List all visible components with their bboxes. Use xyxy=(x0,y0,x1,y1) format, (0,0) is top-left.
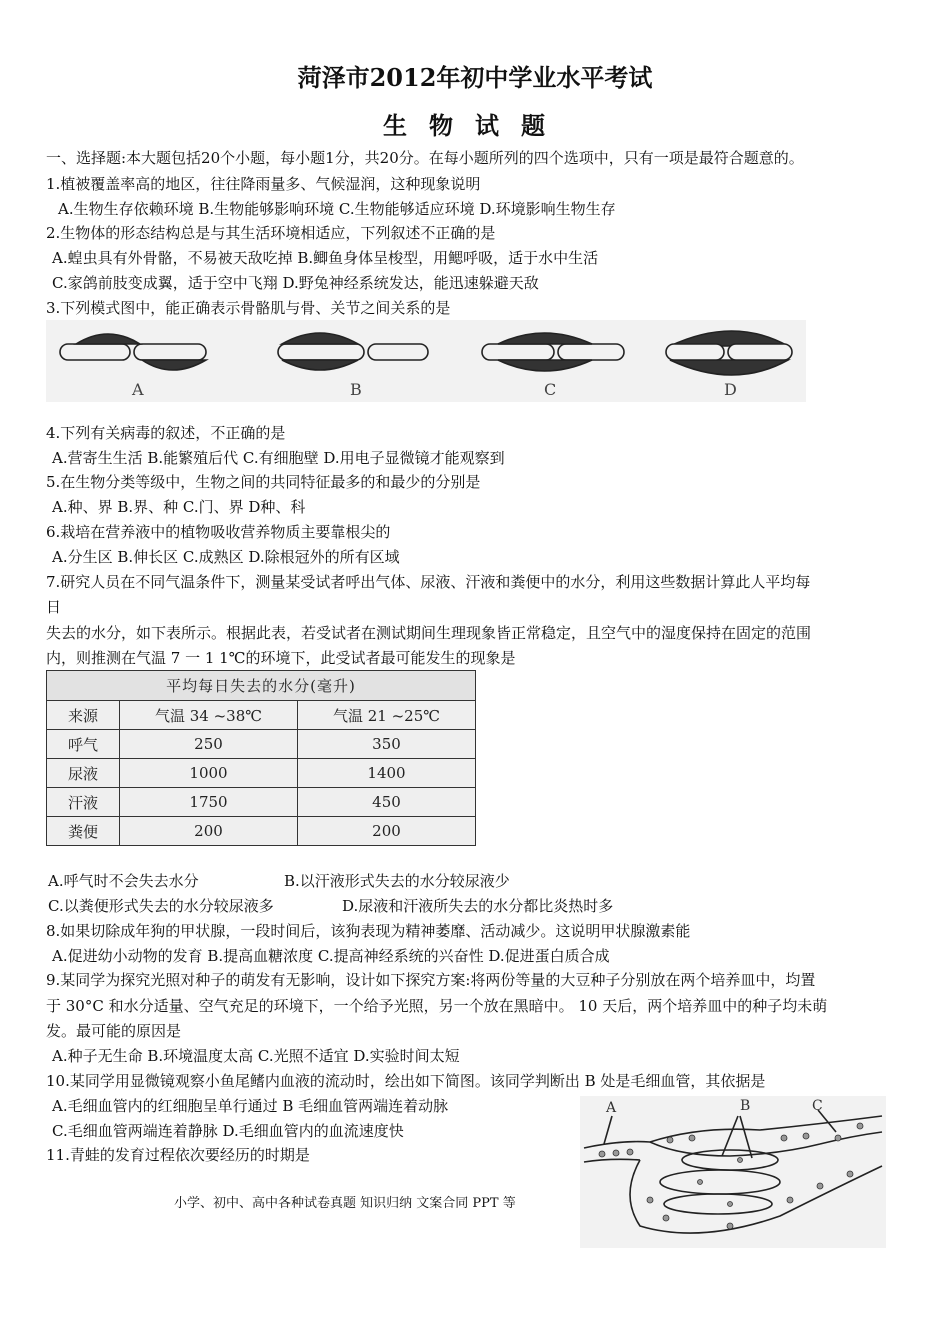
q4-options: A.营寄生生活 B.能繁殖后代 C.有细胞壁 D.用电子显微镜才能观察到 xyxy=(52,449,505,467)
table-cell: 450 xyxy=(298,788,476,817)
table-cell: 200 xyxy=(120,817,298,846)
water-loss-table xyxy=(46,670,476,846)
table-caption: 平均每日失去的水分(毫升) xyxy=(47,671,476,701)
q10-label-b: B xyxy=(740,1098,751,1114)
q7-stem-2: 日 xyxy=(46,598,62,616)
table-row xyxy=(47,730,476,759)
table-cell: 粪便 xyxy=(47,817,120,846)
table-row xyxy=(47,759,476,788)
q2-options-2: C.家鸽前肢变成翼，适于空中飞翔 D.野兔神经系统发达，能迅速躲避天敌 xyxy=(52,274,539,292)
q10-stem: 10.某同学用显微镜观察小鱼尾鳍内血液的流动时，绘出如下简图。该同学判断出 B 处是毛细血管，其依据是 xyxy=(46,1072,766,1090)
q6-stem: 6.栽培在营养液中的植物吸收营养物质主要靠根尖的 xyxy=(46,523,391,541)
table-header: 来源 xyxy=(47,701,120,730)
q9-stem-1: 9.某同学为探究光照对种子的萌发有无影响，设计如下探究方案:将两份等量的大豆种子分别放在两个培养皿中，均置 xyxy=(46,971,816,989)
q9-stem-2: 于 30°C 和水分适量、空气充足的环境下，一个给予光照，另一个放在黑暗中。 10 天后，两个培养皿中的种子均未萌 xyxy=(46,997,828,1015)
q7-stem-4: 内，则推测在气温 7 一 1 1℃的环境下，此受试者最可能发生的现象是 xyxy=(46,649,516,667)
page-subtitle: 生物试题 xyxy=(383,111,567,140)
q7-option-a: A.呼气时不会失去水分 xyxy=(48,872,199,890)
table-cell: 250 xyxy=(120,730,298,759)
table-cell: 尿液 xyxy=(47,759,120,788)
table-cell: 350 xyxy=(298,730,476,759)
table-cell: 呼气 xyxy=(47,730,120,759)
q7-stem-3: 失去的水分，如下表所示。根据此表，若受试者在测试期间生理现象皆正常稳定，且空气中的湿度保持在固定的范围 xyxy=(46,624,812,642)
q8-options: A.促进幼小动物的发育 B.提高血糖浓度 C.提高神经系统的兴奋性 D.促进蛋白质合成 xyxy=(52,947,610,965)
q8-stem: 8.如果切除成年狗的甲状腺，一段时间后，该狗表现为精神萎靡、活动减少。这说明甲状腺激素能 xyxy=(46,922,691,940)
q11-stem: 11.青蛙的发育过程依次要经历的时期是 xyxy=(46,1146,310,1164)
q7-option-d: D.尿液和汗液所失去的水分都比炎热时多 xyxy=(342,897,614,915)
q2-stem: 2.生物体的形态结构总是与其生活环境相适应，下列叙述不正确的是 xyxy=(46,224,496,242)
q1-stem: 1.植被覆盖率高的地区，往往降雨量多、气候湿润，这种现象说明 xyxy=(46,175,481,193)
table-cell: 汗液 xyxy=(47,788,120,817)
q3-stem: 3.下列模式图中，能正确表示骨骼肌与骨、关节之间关系的是 xyxy=(46,299,451,317)
table-row xyxy=(47,788,476,817)
q7-option-c: C.以粪便形式失去的水分较尿液多 xyxy=(48,897,274,915)
blood-flow-diagram xyxy=(580,1096,886,1248)
q3-label-d: D xyxy=(724,380,737,399)
q7-stem-1: 7.研究人员在不同气温条件下，测量某受试者呼出气体、尿液、汗液和粪便中的水分，利用这些数据计算此人平均每 xyxy=(46,573,811,591)
q4-stem: 4.下列有关病毒的叙述，不正确的是 xyxy=(46,424,286,442)
table-cell: 1000 xyxy=(120,759,298,788)
model-c xyxy=(482,333,624,371)
table-cell: 200 xyxy=(298,817,476,846)
q10-options-2: C.毛细血管两端连着静脉 D.毛细血管内的血流速度快 xyxy=(52,1122,404,1140)
q3-label-a: A xyxy=(132,380,144,399)
q2-options-1: A.蝗虫具有外骨骼，不易被天敌吃掉 B.鲫鱼身体呈梭型，用鳃呼吸，适于水中生活 xyxy=(52,249,599,267)
q10-options-1: A.毛细血管内的红细胞呈单行通过 B 毛细血管两端连着动脉 xyxy=(52,1097,449,1115)
q3-figure xyxy=(46,320,806,402)
table-cell: 1400 xyxy=(298,759,476,788)
q5-stem: 5.在生物分类等级中，生物之间的共同特征最多的和最少的分别是 xyxy=(46,473,481,491)
q5-options: A.种、界 B.界、种 C.门、界 D种、科 xyxy=(52,498,306,516)
table-cell: 1750 xyxy=(120,788,298,817)
q3-label-b: B xyxy=(350,380,362,399)
q3-label-c: C xyxy=(544,380,557,399)
table-row xyxy=(47,817,476,846)
page-title: 菏泽市2012年初中学业水平考试 xyxy=(297,63,653,92)
q7-option-b: B.以汗液形式失去的水分较尿液少 xyxy=(284,872,510,890)
model-b xyxy=(278,333,428,370)
q10-label-a: A xyxy=(606,1100,617,1116)
q6-options: A.分生区 B.伸长区 C.成熟区 D.除根冠外的所有区域 xyxy=(52,548,400,566)
muscle-bone-diagram xyxy=(46,320,806,402)
q10-label-c: C xyxy=(812,1098,823,1114)
q10-figure xyxy=(580,1096,886,1248)
table-header: 气温 34 ~38℃ xyxy=(120,701,298,730)
model-a xyxy=(60,334,206,370)
q1-options: A.生物生存依赖环境 B.生物能够影响环境 C.生物能够适应环境 D.环境影响生物生存 xyxy=(58,200,616,218)
section-intro: 一、选择题:本大题包括20个小题，每小题1分，共20分。在每小题所列的四个选项中，只有一项是最符合题意的。 xyxy=(46,149,804,167)
footer-note: 小学、初中、高中各种试卷真题 知识归纳 文案合同 PPT 等 xyxy=(174,1196,516,1211)
model-d xyxy=(666,331,792,375)
q9-options: A.种子无生命 B.环境温度太高 C.光照不适宜 D.实验时间太短 xyxy=(52,1047,460,1065)
q9-stem-3: 发。最可能的原因是 xyxy=(46,1022,182,1040)
table-header: 气温 21 ~25℃ xyxy=(298,701,476,730)
